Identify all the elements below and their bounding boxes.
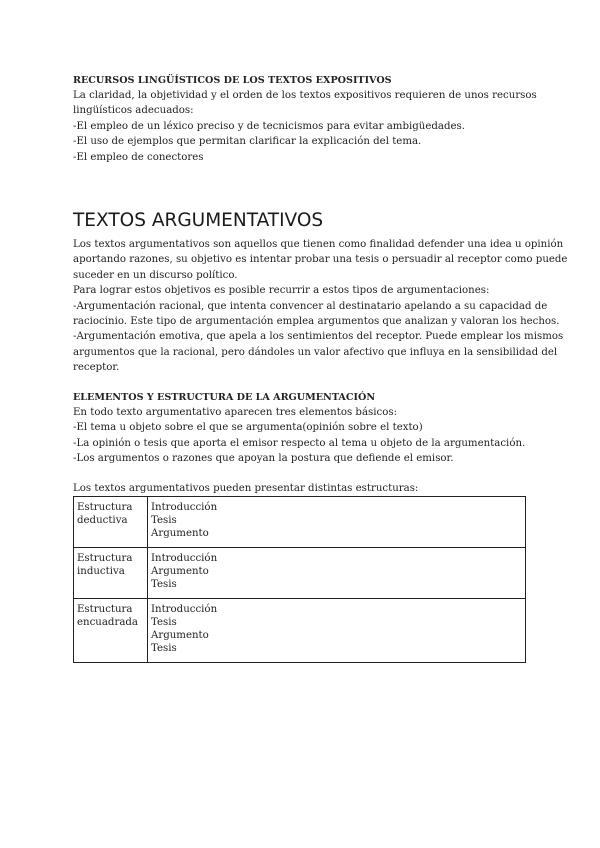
structure-item: Introducción — [151, 553, 218, 564]
paragraph-line: En todo texto argumentativo aparecen tres elementos básicos: — [73, 407, 398, 418]
list-item: argumentos que la racional, pero dándoles un valor afectivo que influya en la sensibilidad del — [73, 346, 558, 358]
list-item: raciocinio. Este tipo de argumentación emplea argumentos que analizan y valoran los hechos. — [73, 316, 560, 328]
list-item: -El tema u objeto sobre el que se argumenta(opinión sobre el texto) — [73, 422, 423, 434]
paragraph-line: lingüísticos adecuados: — [73, 105, 194, 117]
table-row — [74, 497, 526, 548]
structure-label: Estructura encuadrada — [74, 599, 148, 663]
structures-table — [73, 496, 526, 663]
section-elements-structure — [73, 390, 533, 467]
table-row — [74, 599, 526, 663]
table-intro: Los textos argumentativos pueden presentar distintas estructuras: — [73, 483, 419, 494]
section-argumentative-texts — [73, 237, 568, 376]
list-item: -El empleo de conectores — [73, 151, 204, 163]
structure-item: Argumento — [151, 630, 209, 641]
section-title: ELEMENTOS Y ESTRUCTURA DE LA ARGUMENTACIÓN — [73, 392, 376, 403]
structure-item: Argumento — [151, 528, 209, 539]
structure-item: Tesis — [151, 579, 177, 590]
structure-item: Tesis — [151, 515, 177, 526]
list-item: receptor. — [73, 362, 120, 374]
structure-item: Tesis — [151, 643, 177, 654]
page-title: TEXTOS ARGUMENTATIVOS — [73, 210, 324, 231]
list-item: -Argumentación racional, que intenta convencer al destinatario apelando a su capacidad de — [73, 300, 548, 312]
paragraph-line: aportando razones, su objetivo es intentar probar una tesis o persuadir al receptor como puede — [73, 254, 568, 266]
structure-label: Estructura inductiva — [74, 548, 148, 599]
structure-item: Argumento — [151, 566, 209, 577]
structure-item: Introducción — [151, 604, 218, 615]
structure-items — [148, 599, 526, 663]
paragraph-line: Para lograr estos objetivos es posible recurrir a estos tipos de argumentaciones: — [73, 285, 490, 297]
section-expository-resources — [73, 73, 537, 165]
structure-item: Tesis — [151, 617, 177, 628]
table-row — [74, 548, 526, 599]
list-item: -Argumentación emotiva, que apela a los sentimientos del receptor. Puede emplear los mismos — [73, 331, 564, 343]
paragraph-line: La claridad, la objetividad y el orden de los textos expositivos requieren de unos recursos — [73, 90, 537, 101]
list-item: -Los argumentos o razones que apoyan la postura que defiende el emisor. — [73, 453, 454, 465]
structure-items — [148, 497, 526, 548]
section-title: RECURSOS LINGÜÍSTICOS DE LOS TEXTOS EXPOSITIVOS — [73, 75, 392, 86]
structure-item: Introducción — [151, 502, 218, 513]
structure-label: Estructura deductiva — [74, 497, 148, 548]
paragraph-line: suceder en un discurso político. — [73, 269, 238, 281]
list-item: -El uso de ejemplos que permitan clarificar la explicación del tema. — [73, 136, 422, 148]
list-item: -La opinión o tesis que aporta el emisor respecto al tema u objeto de la argumentación. — [73, 437, 526, 449]
structure-items — [148, 548, 526, 599]
list-item: -El empleo de un léxico preciso y de tecnicismos para evitar ambigüedades. — [73, 120, 465, 132]
paragraph-line: Los textos argumentativos son aquellos que tienen como finalidad defender una idea u opinión — [73, 239, 564, 250]
